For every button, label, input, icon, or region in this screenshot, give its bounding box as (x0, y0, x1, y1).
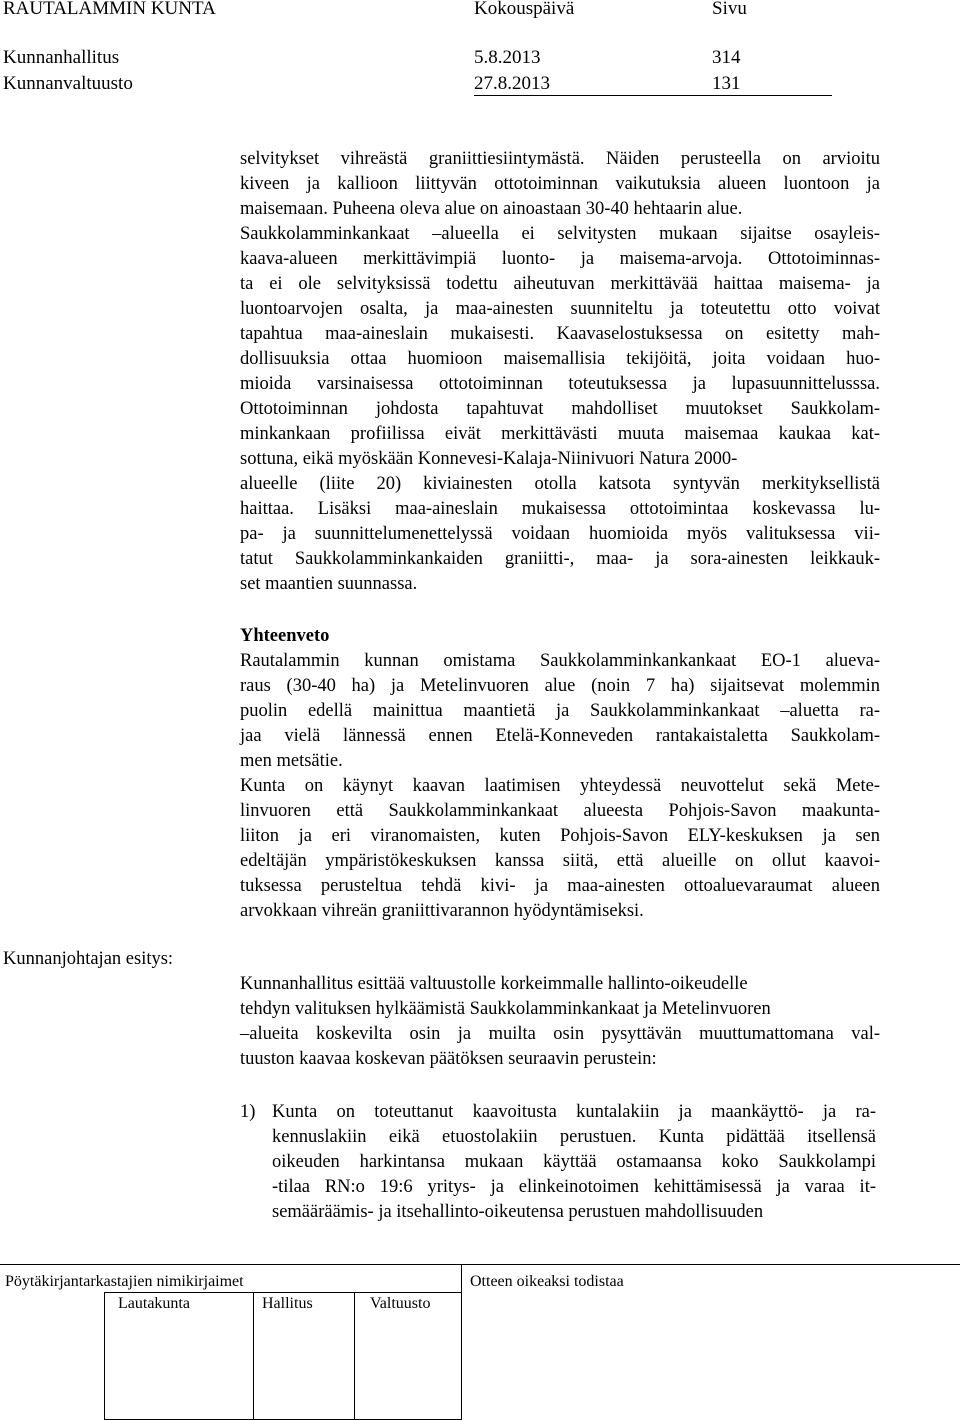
proposal-label: Kunnanjohtajan esitys: (3, 949, 174, 969)
meeting-date-label: Kokouspäivä (474, 0, 575, 19)
text-line: liiton ja eri viranomaisten, kuten Pohjois-Savon ELY-keskuksen ja sen (240, 826, 880, 846)
header-page-2: 131 (712, 73, 741, 94)
text-line: tapahtua maa-aineslain mukaisesti. Kaavaselostuksessa on esitetty mah- (240, 324, 880, 344)
header-date-1: 5.8.2013 (474, 47, 541, 68)
text-line: arvokkaan vihreän graniittivarannon hyödyntämiseksi. (240, 901, 644, 921)
paragraph-main (240, 147, 880, 597)
text-line: Rautalammin kunnan omistama Saukkolamminkankankaat EO-1 alueva- (240, 651, 880, 671)
list-item-text (272, 1100, 876, 1225)
text-line: oikeuden harkintansa mukaan käyttää ostamaansa koko Saukkolampi (272, 1152, 876, 1172)
header-underline (474, 95, 832, 96)
page-label: Sivu (712, 0, 747, 19)
text-line: set maantien suunnassa. (240, 574, 418, 594)
header-body-2: Kunnanvaltuusto (3, 73, 133, 94)
text-line: tehdyn valituksen hylkäämistä Saukkolamminkankaat ja Metelinvuoren (240, 999, 771, 1019)
text-line: mioida varsinaisessa ottotoiminnan toteutuksessa ja lupasuunnittelusssa. (240, 374, 880, 394)
text-line: Kunnanhallitus esittää valtuustolle korkeimmalle hallinto-oikeudelle (240, 974, 748, 994)
text-line: minkankaan profiilissa eivät merkittävästi muuta maisemaa kaukaa kat- (240, 424, 880, 444)
text-line: Saukkolamminkankaat –alueella ei selvitysten mukaan sijaitse osayleis- (240, 224, 880, 244)
summary-heading: Yhteenveto (240, 626, 330, 646)
text-line: selvitykset vihreästä graniittiesiintymästä. Näiden perusteella on arvioitu (240, 149, 880, 169)
text-line: kiveen ja kallioon liittyvän ottotoiminnan vaikutuksia alueen luontoon ja (240, 174, 880, 194)
summary-section (240, 624, 880, 924)
text-line: alueelle (liite 20) kiviainesten otolla katsota syntyvän merkityksellistä (240, 474, 880, 494)
text-line: kennuslakiin eikä etuostolakiin perustuen. Kunta pidättää itsellensä (272, 1127, 876, 1147)
col-committee: Lautakunta (118, 1295, 190, 1312)
text-line: pa- ja suunnittelumenettelyssä voidaan huomioida myös valituksessa vii- (240, 524, 880, 544)
text-line: kaava-alueen merkittävimpiä luonto- ja maisema-arvoja. Ottotoiminnas- (240, 249, 880, 269)
text-line: luontoarvojen osalta, ja maa-ainesten suunniteltu ja toteutettu otto voivat (240, 299, 880, 319)
text-line: tuksessa perusteltua tehdä kivi- ja maa-ainesten ottoaluevaraumat alueen (240, 876, 880, 896)
signatures-label: Pöytäkirjantarkastajien nimikirjaimet (5, 1273, 244, 1290)
proposal-text (240, 972, 880, 1072)
text-line: –alueita koskevilta osin ja muilta osin pysyttävän muuttumattomana val- (240, 1024, 880, 1044)
text-line: semääräämis- ja itsehallinto-oikeutensa perustuen mahdollisuuden (272, 1202, 764, 1222)
text-line: ta ei ole selvityksissä todettu aiheutuvan merkittävää haittaa maisema- ja (240, 274, 880, 294)
text-line: Kunta on käynyt kaavan laatimisen yhteydessä neuvottelut sekä Mete- (240, 776, 880, 796)
text-line: edeltäjän ympäristökeskuksen kanssa siitä, että alueille on ollut kaavoi- (240, 851, 880, 871)
header-date-2: 27.8.2013 (474, 73, 550, 94)
text-line: dollisuuksia ottaa huomioon maisemallisia tekijöitä, joita voidaan huo- (240, 349, 880, 369)
text-line: Ottotoiminnan johdosta tapahtuvat mahdolliset muutokset Saukkolam- (240, 399, 880, 419)
list-item-number: 1) (240, 1102, 256, 1122)
text-line: puolin edellä mainittua maantietä ja Saukkolamminkankaat –aluetta ra- (240, 701, 880, 721)
text-line: sottuna, eikä myöskään Konnevesi-Kalaja-Niinivuori Natura 2000- (240, 449, 738, 469)
text-line: haittaa. Lisäksi maa-aineslain mukaisessa ottotoimintaa koskevassa lu- (240, 499, 880, 519)
certified-label: Otteen oikeaksi todistaa (470, 1273, 624, 1290)
footer-rule (0, 1264, 960, 1265)
text-line: maisemaan. Puheena oleva alue on ainoastaan 30-40 hehtaarin alue. (240, 199, 743, 219)
text-line: linvuoren että Saukkolamminkankaat alueesta Pohjois-Savon maakunta- (240, 801, 880, 821)
col-board: Hallitus (262, 1295, 313, 1312)
text-line: raus (30-40 ha) ja Metelinvuoren alue (noin 7 ha) sijaitsevat molemmin (240, 676, 880, 696)
footer-divider (461, 1264, 462, 1420)
text-line: jaa vielä lännessä ennen Etelä-Konneveden rantakaistaletta Saukkolam- (240, 726, 880, 746)
header-body-1: Kunnanhallitus (3, 47, 120, 68)
text-line: tuuston kaavaa koskevan päätöksen seuraavin perustein: (240, 1049, 657, 1069)
municipality-name: RAUTALAMMIN KUNTA (3, 0, 216, 19)
text-line: men metsätie. (240, 751, 343, 771)
text-line: -tilaa RN:o 19:6 yritys- ja elinkeinotoimen kehittämisessä ja varaa it- (272, 1177, 876, 1197)
col-council: Valtuusto (370, 1295, 431, 1312)
text-line: Kunta on toteuttanut kaavoitusta kuntalakiin ja maankäyttö- ja ra- (272, 1102, 876, 1122)
header-page-1: 314 (712, 47, 741, 68)
text-line: tatut Saukkolamminkankaiden graniitti-, maa- ja sora-ainesten leikkauk- (240, 549, 880, 569)
